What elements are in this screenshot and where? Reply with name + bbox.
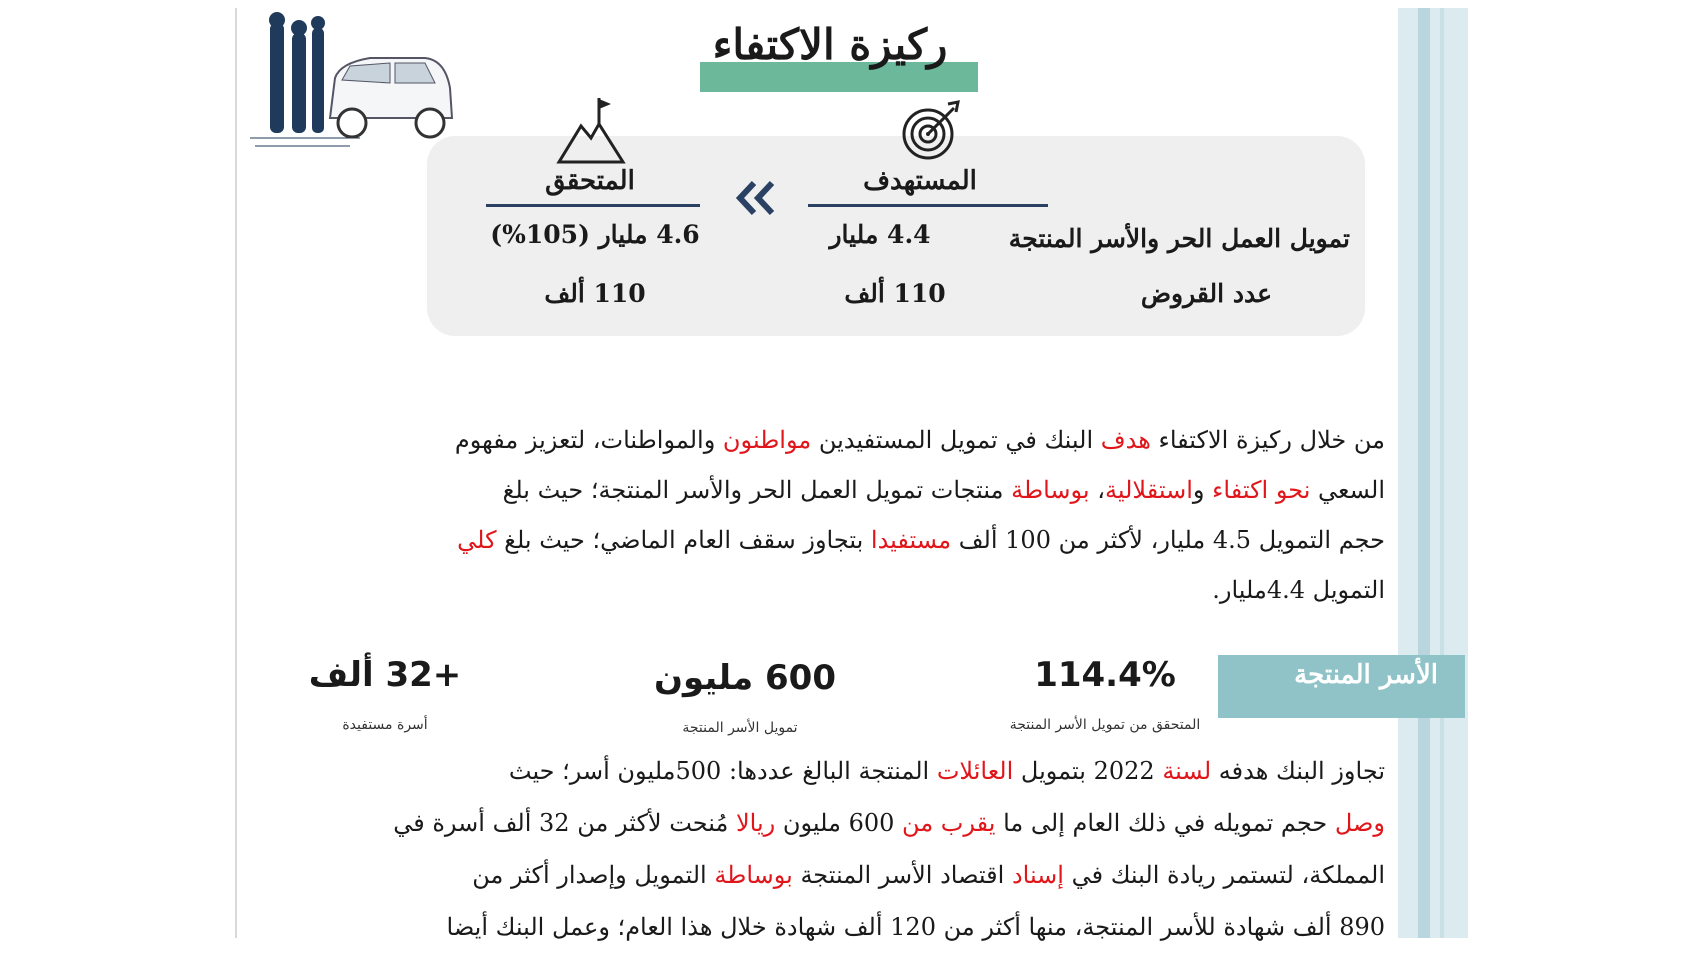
side-decoration-stripe xyxy=(1398,8,1468,938)
highlighted-text: مستفيدا xyxy=(870,526,952,554)
stat-caption-families: أسرة مستفيدة xyxy=(342,717,428,733)
watermark-logo xyxy=(760,900,960,960)
paragraph-line xyxy=(275,415,1385,465)
highlighted-text: استقلالية xyxy=(1104,476,1193,504)
row-label-funding: تمويل العمل الحر والأسر المنتجة xyxy=(1008,224,1350,253)
side-decoration-stripe-inner xyxy=(1418,8,1430,938)
achieved-column-header: المتحقق xyxy=(545,166,635,196)
text-run: اقتصاد الأسر المنتجة xyxy=(792,861,1012,889)
double-chevron-left-icon xyxy=(732,178,792,218)
text-run: والمواطنات، لتعزيز مفهوم xyxy=(454,426,723,454)
paragraph-line xyxy=(275,565,1385,615)
text-run: بتجاوز سقف العام الماضي؛ حيث بلغ xyxy=(496,526,871,554)
page-margin-rule xyxy=(235,8,237,938)
target-icon xyxy=(898,98,964,164)
text-run: التمويل وإصدار أكثر من xyxy=(472,861,715,889)
text-run: السعي xyxy=(1310,476,1385,504)
target-column-rule xyxy=(808,204,1048,207)
stat-caption-achieved-percent: المتحقق من تمويل الأسر المنتجة xyxy=(1009,717,1201,733)
mountain-flag-icon xyxy=(555,96,627,166)
text-run: المملكة، لتستمر ريادة البنك في xyxy=(1063,861,1385,889)
highlighted-text: يقرب من xyxy=(902,809,996,837)
text-run: 2022 بتمويل xyxy=(1013,757,1163,785)
text-run: من خلال ركيزة الاكتفاء xyxy=(1150,426,1385,454)
text-run: تجاوز البنك هدفه xyxy=(1211,757,1385,785)
highlighted-text: ريالا xyxy=(735,809,776,837)
text-run: التمويل 4.4مليار. xyxy=(1212,576,1385,604)
text-run: حجم تمويله في ذلك العام إلى ما xyxy=(995,809,1335,837)
highlighted-text: نحو اكتفاء xyxy=(1212,476,1311,504)
text-run: البنك في تمويل المستفيدين xyxy=(811,426,1101,454)
people-car-illustration xyxy=(240,8,460,158)
text-run: المنتجة البالغ عددها: 500مليون أسر؛ حيث xyxy=(508,757,937,785)
text-run: و xyxy=(1192,476,1213,504)
text-run: ، xyxy=(1089,476,1105,504)
paragraph-line xyxy=(275,797,1385,849)
target-funding-value: 4.4 مليار xyxy=(829,220,931,249)
achieved-funding-value: 4.6 مليار (105%) xyxy=(490,220,700,249)
stat-caption-funding: تمويل الأسر المنتجة xyxy=(682,720,798,736)
page-title: ركيزة الاكتفاء xyxy=(712,20,948,69)
text-run: 890 ألف شهادة للأسر المنتجة، منها أكثر من 120 ألف شهادة خلال هذا العام؛ وعمل البنك أيضا xyxy=(446,913,1385,941)
paragraph-line xyxy=(275,745,1385,797)
text-run: 600 مليون xyxy=(775,809,903,837)
row-label-loans: عدد القروض xyxy=(1140,279,1272,308)
text-run: مُنحت لأكثر من 32 ألف أسرة في xyxy=(393,809,736,837)
highlighted-text: العائلات xyxy=(936,757,1014,785)
highlighted-text: وصل xyxy=(1334,809,1385,837)
section-tag-productive-families: الأسر المنتجة xyxy=(1294,660,1438,690)
highlighted-text: بوساطة xyxy=(714,861,793,889)
text-run: منتجات تمويل العمل الحر والأسر المنتجة؛ حيث بلغ xyxy=(502,476,1012,504)
paragraph-self-sufficiency xyxy=(275,415,1385,615)
stat-value-achieved-percent: 114.4% xyxy=(1034,655,1176,695)
side-decoration-stripe-thin xyxy=(1440,8,1444,938)
paragraph-line xyxy=(275,515,1385,565)
highlighted-text: إسناد xyxy=(1011,861,1064,889)
text-run: حجم التمويل 4.5 مليار، لأكثر من 100 ألف xyxy=(951,526,1385,554)
highlighted-text: مواطنون xyxy=(722,426,812,454)
paragraph-line xyxy=(275,849,1385,901)
stat-value-families: +32 ألف xyxy=(308,655,462,695)
highlighted-text: هدف xyxy=(1100,426,1151,454)
paragraph-line xyxy=(275,465,1385,515)
stat-value-funding: 600 مليون xyxy=(654,658,836,698)
target-loans-value: 110 ألف xyxy=(844,279,946,308)
highlighted-text: كلي xyxy=(457,526,497,554)
achieved-column-rule xyxy=(486,204,700,207)
highlighted-text: لسنة xyxy=(1162,757,1212,785)
highlighted-text: بوساطة xyxy=(1011,476,1090,504)
target-column-header: المستهدف xyxy=(863,166,977,196)
achieved-loans-value: 110 ألف xyxy=(544,279,646,308)
